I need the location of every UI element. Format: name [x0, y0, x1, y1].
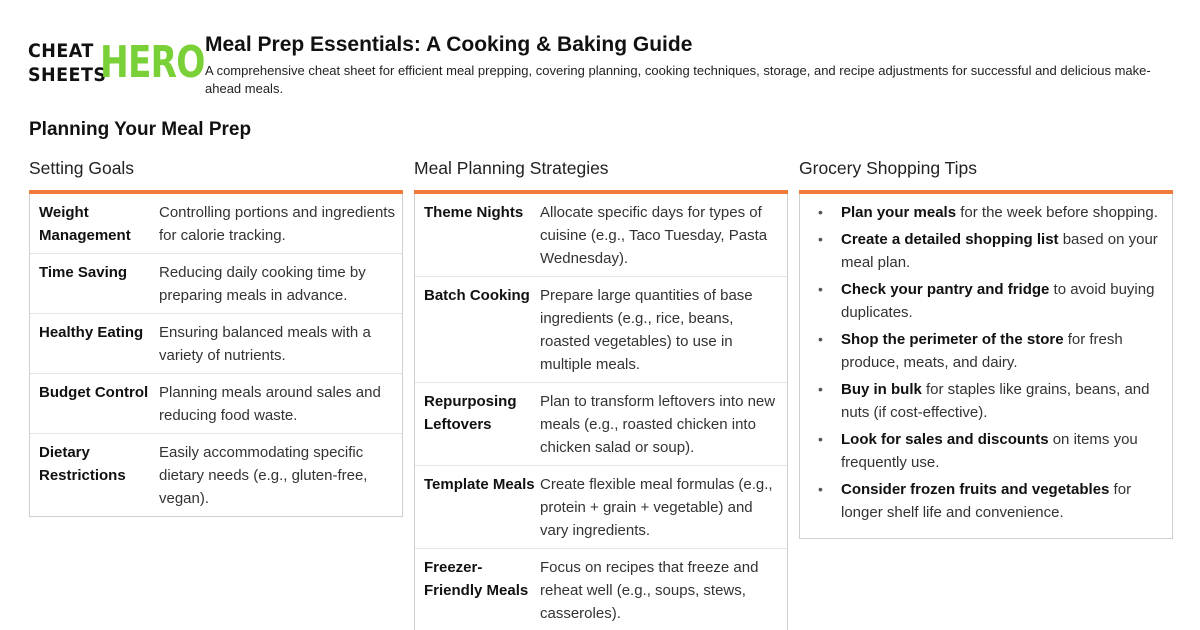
tip-text: based on your meal plan.	[841, 231, 1158, 271]
grocery-tips-list	[800, 194, 1172, 538]
bullet-icon: •	[818, 204, 823, 220]
row-term: Theme Nights	[424, 204, 524, 221]
row-description: Planning meals around sales and reducing food waste.	[159, 384, 381, 424]
row-description: Controlling portions and ingredients for calorie tracking.	[159, 204, 395, 244]
logo-word-cheat: CHEAT	[28, 40, 94, 62]
tip-text: on items you frequently use.	[841, 431, 1138, 471]
list-item	[810, 228, 1162, 274]
tip-keyphrase: Shop the perimeter of the store	[841, 331, 1064, 348]
row-description: Ensuring balanced meals with a variety of nutrients.	[159, 324, 371, 364]
row-description: Create flexible meal formulas (e.g., protein + grain + vegetable) and vary ingredients.	[540, 476, 773, 539]
bullet-icon: •	[818, 331, 823, 347]
logo-word-hero: HERO	[100, 37, 205, 88]
grocery-tips-panel	[799, 158, 1173, 539]
tip-text: for the week before shopping.	[956, 204, 1158, 221]
table-row	[30, 194, 402, 254]
tip-keyphrase: Plan your meals	[841, 204, 957, 221]
setting-goals-panel	[29, 158, 403, 517]
row-term: Repurposing Leftovers	[424, 393, 517, 433]
tip-text: to avoid buying duplicates.	[841, 281, 1155, 321]
row-term: Template Meals	[424, 476, 535, 493]
row-term: Freezer-Friendly Meals	[424, 559, 529, 599]
meal-planning-panel	[414, 158, 788, 630]
row-term: Weight Management	[39, 204, 131, 244]
table-row	[415, 194, 787, 277]
row-term: Batch Cooking	[424, 287, 530, 304]
logo-word-sheets: SHEETS	[28, 64, 107, 86]
tip-keyphrase: Create a detailed shopping list	[841, 231, 1059, 248]
table-row	[415, 277, 787, 383]
table-row	[415, 383, 787, 466]
tip-keyphrase: Consider frozen fruits and vegetables	[841, 481, 1110, 498]
meal-planning-heading: Meal Planning Strategies	[414, 158, 609, 178]
row-description: Prepare large quantities of base ingredients (e.g., rice, beans, roasted vegetables) to use in multiple meals.	[540, 287, 753, 373]
list-item	[810, 278, 1162, 324]
bullet-icon: •	[818, 281, 823, 297]
page-title: Meal Prep Essentials: A Cooking & Baking Guide	[205, 33, 693, 56]
meal-planning-table	[414, 194, 788, 630]
grocery-tips-heading: Grocery Shopping Tips	[799, 158, 978, 178]
table-row	[30, 434, 402, 516]
bullet-icon: •	[818, 381, 823, 397]
list-item	[810, 201, 1162, 224]
tip-keyphrase: Buy in bulk	[841, 381, 922, 398]
tip-text: for staples like grains, beans, and nuts (if cost-effective).	[841, 381, 1150, 421]
bullet-icon: •	[818, 431, 823, 447]
section-title: Planning Your Meal Prep	[29, 119, 252, 140]
row-description: Focus on recipes that freeze and reheat well (e.g., soups, stews, casseroles).	[540, 559, 759, 622]
row-description: Allocate specific days for types of cuisine (e.g., Taco Tuesday, Pasta Wednesday).	[540, 204, 768, 267]
table-row	[415, 466, 787, 549]
row-term: Dietary Restrictions	[39, 444, 126, 484]
list-item	[810, 428, 1162, 474]
site-logo[interactable]	[28, 37, 205, 88]
row-description: Plan to transform leftovers into new meals (e.g., roasted chicken into chicken salad or soup).	[540, 393, 776, 456]
row-description: Reducing daily cooking time by preparing meals in advance.	[159, 264, 366, 304]
tip-text: for longer shelf life and convenience.	[841, 481, 1132, 521]
row-description: Easily accommodating specific dietary needs (e.g., gluten-free, vegan).	[159, 444, 368, 507]
tip-keyphrase: Look for sales and discounts	[841, 431, 1049, 448]
bullet-icon: •	[818, 231, 823, 247]
tip-keyphrase: Check your pantry and fridge	[841, 281, 1050, 298]
table-row	[30, 314, 402, 374]
list-item	[810, 378, 1162, 424]
list-item	[810, 328, 1162, 374]
page-subtitle: A comprehensive cheat sheet for efficient meal prepping, covering planning, cooking techniques, storage, and recipe adjustments for successful and delicious make-ahead meals.	[205, 63, 1151, 96]
setting-goals-heading: Setting Goals	[29, 158, 135, 178]
table-row	[30, 254, 402, 314]
row-term: Time Saving	[39, 264, 128, 281]
row-term: Healthy Eating	[39, 324, 144, 341]
tip-text: for fresh produce, meats, and dairy.	[841, 331, 1123, 371]
bullet-icon: •	[818, 481, 823, 497]
table-row	[415, 549, 787, 630]
row-term: Budget Control	[39, 384, 149, 401]
setting-goals-table	[29, 194, 403, 517]
table-row	[30, 374, 402, 434]
grocery-tips-card	[799, 194, 1173, 539]
list-item	[810, 478, 1162, 524]
